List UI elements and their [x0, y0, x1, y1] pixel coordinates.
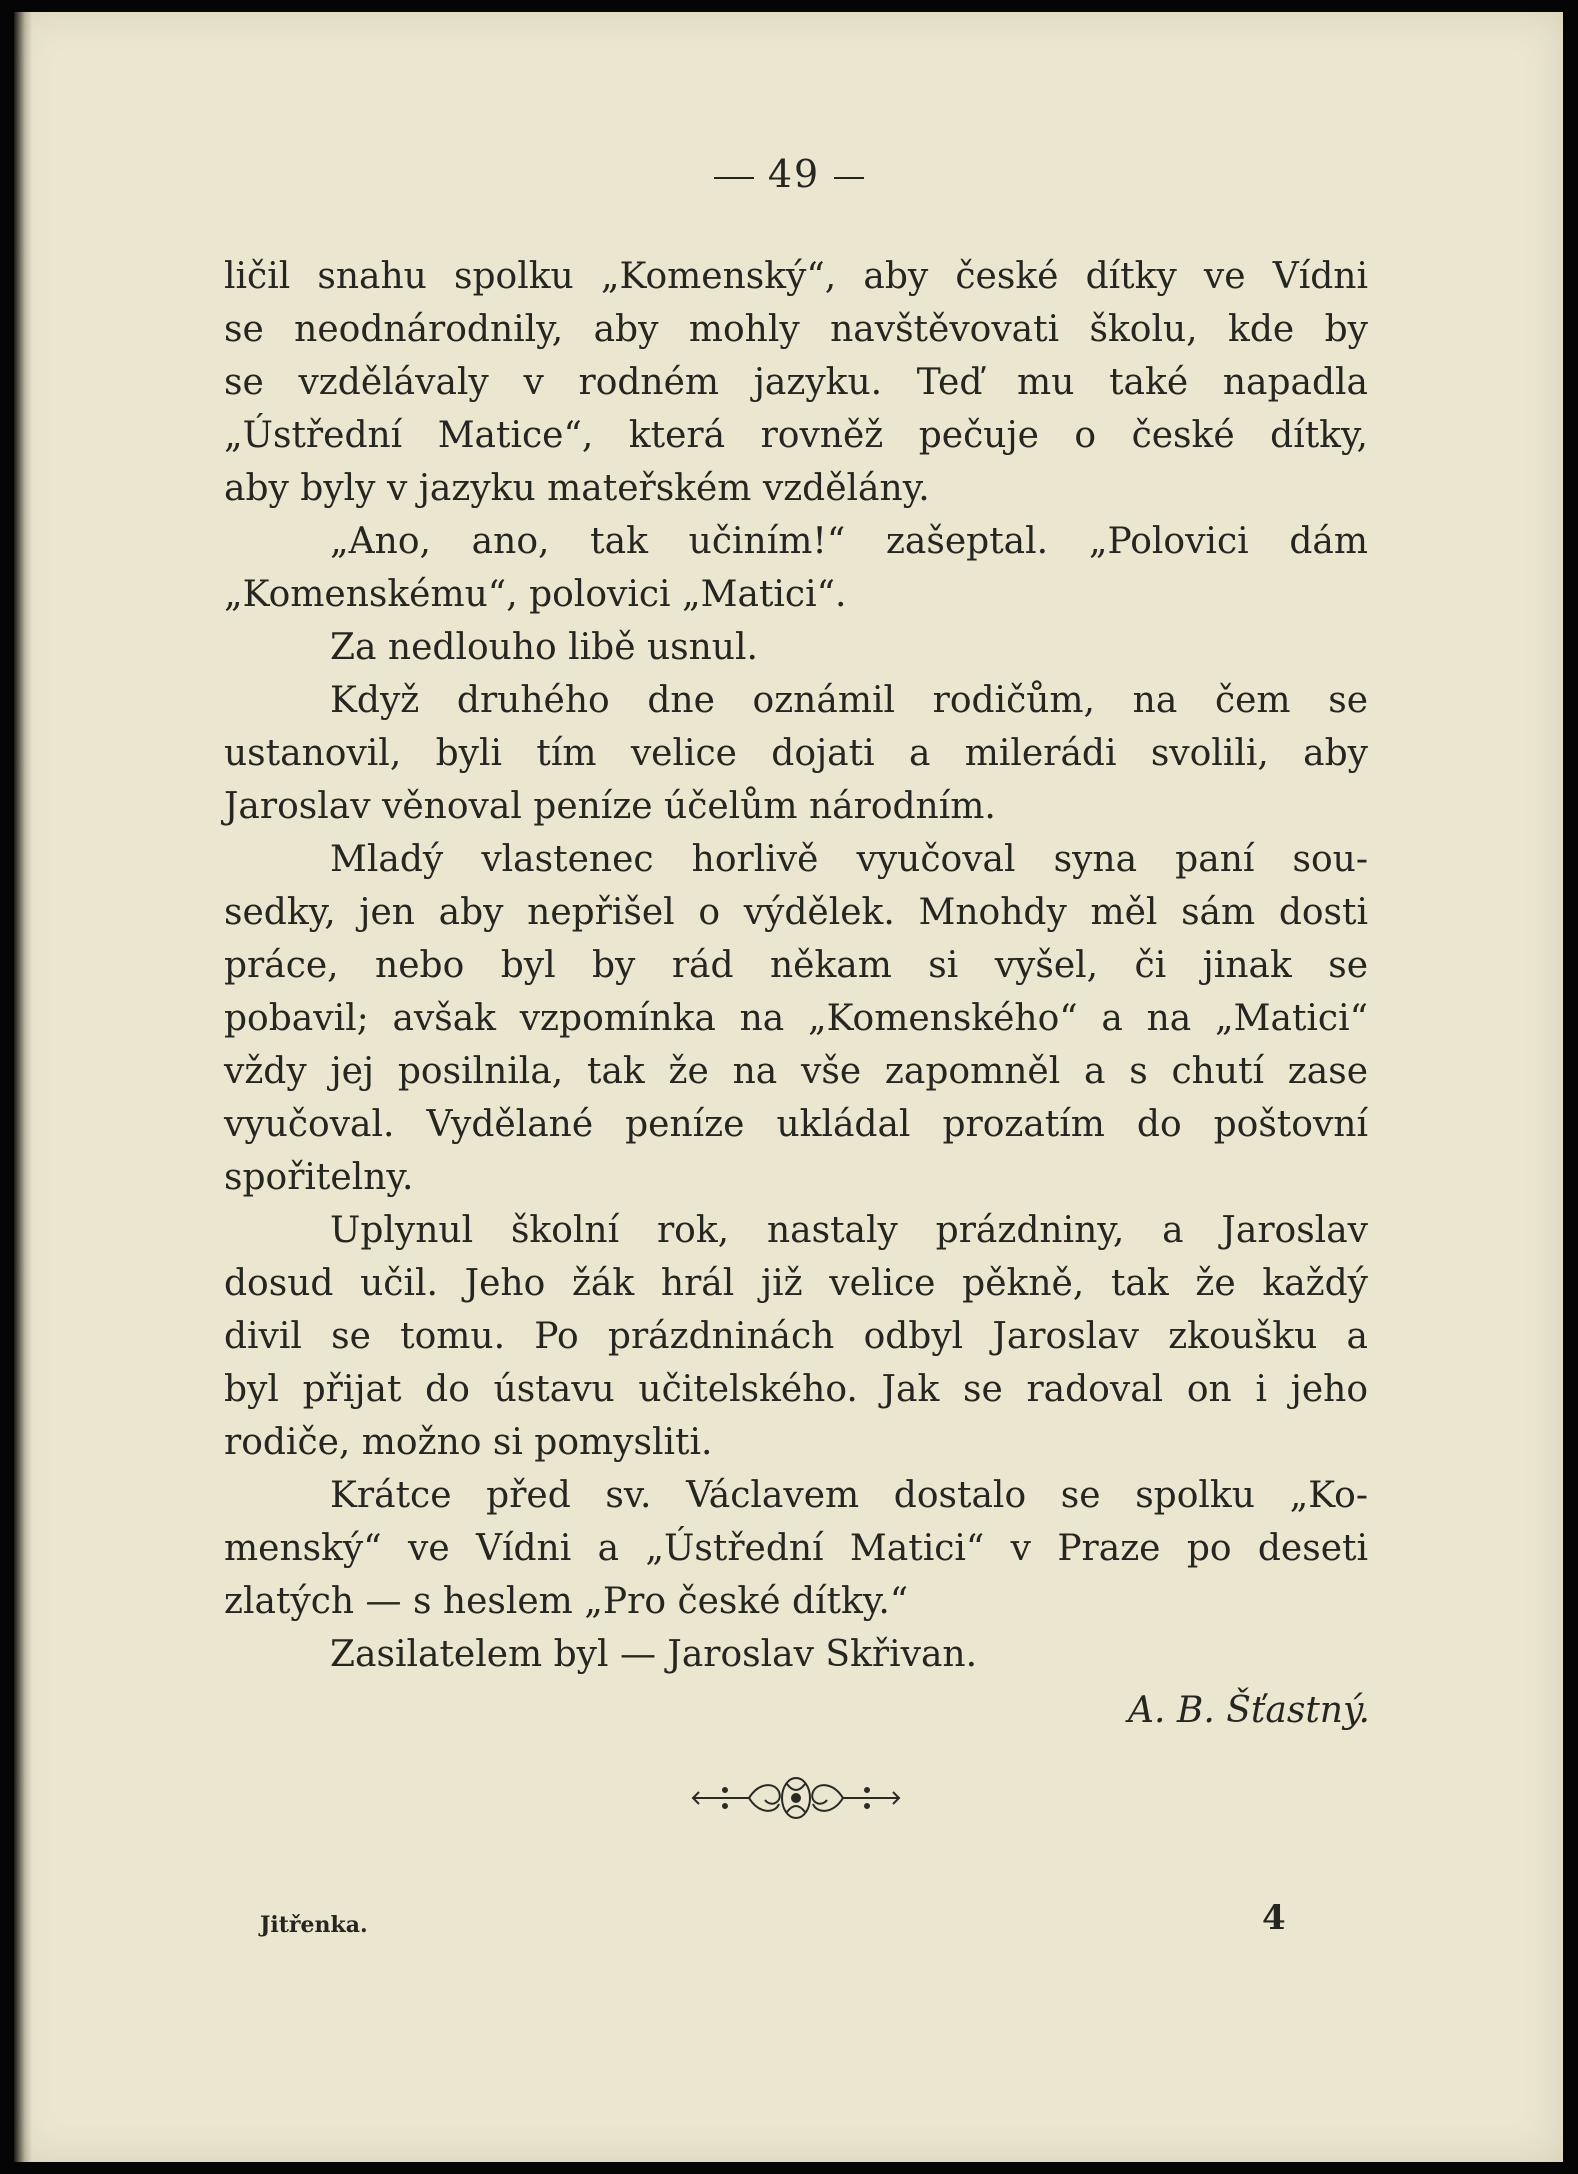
text-line: zlatých — s heslem „Pro české dítky.“	[224, 1581, 909, 1622]
text-line: Mladý vlastenec horlivě vyučoval syna paní sou-	[330, 839, 1368, 880]
decorative-ornament-icon	[689, 1768, 903, 1828]
footer-publication-title: Jitřenka.	[260, 1912, 368, 1938]
text-line: Jaroslav věnoval peníze účelům národním.	[224, 786, 996, 827]
text-line: Zasilatelem byl — Jaroslav Skřivan.	[330, 1634, 978, 1675]
body-text	[224, 250, 1368, 1681]
text-line: se vzdělávaly v rodném jazyku. Teď mu také napadla	[224, 362, 1368, 403]
text-line: ličil snahu spolku „Komenský“, aby české dítky ve Vídni	[224, 256, 1368, 297]
text-line: Za nedlouho libě usnul.	[330, 627, 758, 668]
page-binding-edge	[14, 12, 32, 2162]
page-number-value: 49	[767, 152, 821, 196]
text-line: byl přijat do ústavu učitelského. Jak se radoval on i jeho	[224, 1369, 1368, 1410]
text-line: menský“ ve Vídni a „Ústřední Matici“ v Praze po deseti	[224, 1528, 1368, 1569]
text-line: „Ústřední Matice“, která rovněž pečuje o české dítky,	[224, 415, 1368, 456]
footer-sheet-number: 4	[1262, 1898, 1286, 1938]
page-number-dash-left	[714, 177, 754, 179]
page-number	[0, 152, 1578, 196]
text-line: vždy jej posilnila, tak že na vše zapomněl a s chutí zase	[224, 1051, 1368, 1092]
text-line: pobavil; avšak vzpomínka na „Komenského“ a na „Matici“	[224, 998, 1368, 1039]
text-line: dosud učil. Jeho žák hrál již velice pěkně, tak že každý	[224, 1263, 1368, 1304]
text-line: divil se tomu. Po prázdninách odbyl Jaroslav zkoušku a	[224, 1316, 1368, 1357]
text-line: Když druhého dne oznámil rodičům, na čem se	[330, 680, 1368, 721]
author-signature: A. B. Šťastný.	[1128, 1690, 1370, 1731]
text-line: sedky, jen aby nepřišel o výdělek. Mnohdy měl sám dosti	[224, 892, 1368, 933]
text-line: spořitelny.	[224, 1157, 414, 1198]
text-line: vyučoval. Vydělané peníze ukládal prozatím do poštovní	[224, 1104, 1368, 1145]
text-line: aby byly v jazyku mateřském vzdělány.	[224, 468, 930, 509]
text-line: „Komenskému“, polovici „Matici“.	[224, 574, 847, 615]
text-line: „Ano, ano, tak učiním!“ zašeptal. „Polovici dám	[330, 521, 1368, 562]
text-line: ustanovil, byli tím velice dojati a milerádi svolili, aby	[224, 733, 1368, 774]
text-line: práce, nebo byl by rád někam si vyšel, či jinak se	[224, 945, 1368, 986]
text-line: se neodnárodnily, aby mohly navštěvovati školu, kde by	[224, 309, 1368, 350]
page-number-dash-right	[834, 177, 864, 179]
text-line: rodiče, možno si pomysliti.	[224, 1422, 713, 1463]
text-line: Uplynul školní rok, nastaly prázdniny, a Jaroslav	[330, 1210, 1368, 1251]
text-line: Krátce před sv. Václavem dostalo se spolku „Ko-	[330, 1475, 1368, 1516]
